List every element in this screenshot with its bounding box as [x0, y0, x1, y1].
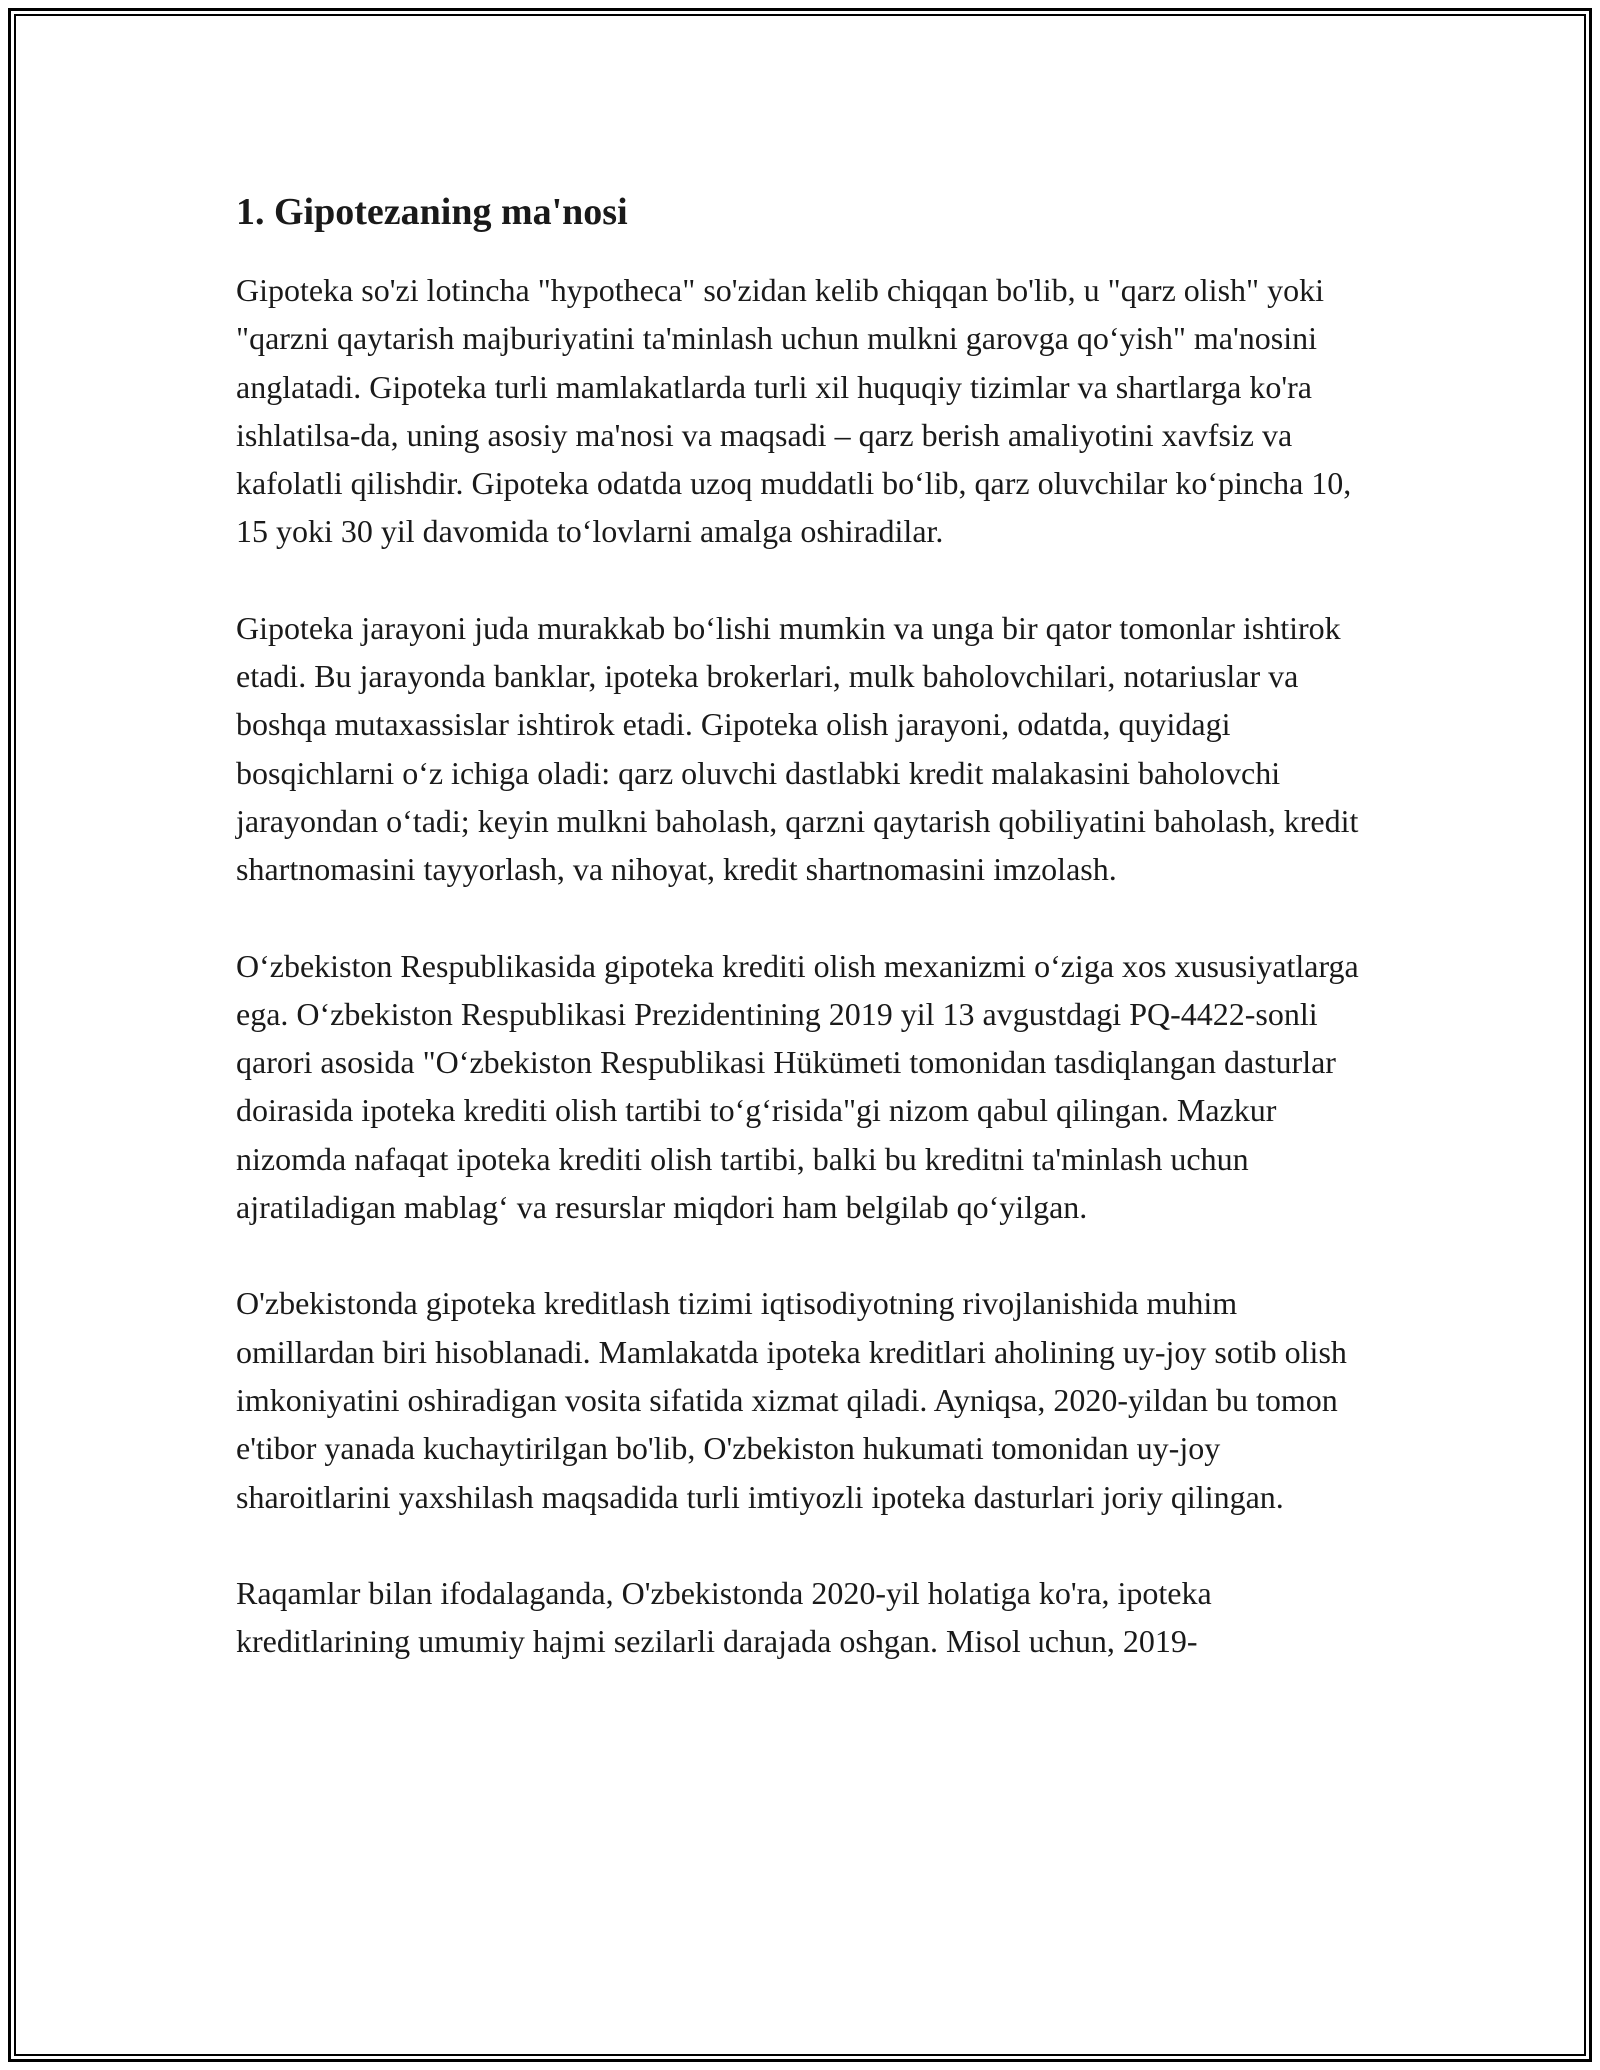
- paragraph-1: Gipoteka so'zi lotincha "hypotheca" so'zidan kelib chiqqan bo'lib, u "qarz olish" yoki "qarzni qaytarish majburiyatini ta'minlash uchun mulkni garovga qo‘yish" ma'nosini anglatadi. Gipoteka turli mamlakatlarda turli xil huquqiy tizimlar va shartlarga ko'ra ishlatilsa-da, uning asosiy ma'nosi va maqsadi – qarz berish amaliyotini xavfsiz va kafolatli qilishdir. Gipoteka odatda uzoq muddatli bo‘lib, qarz oluvchilar ko‘pincha 10, 15 yoki 30 yil davomida to‘lovlarni amalga oshiradilar.: [236, 272, 1352, 550]
- document-body: [236, 186, 1366, 1665]
- paragraph-4: O'zbekistonda gipoteka kreditlash tizimi iqtisodiyotning rivojlanishida muhim omillardan biri hisoblanadi. Mamlakatda ipoteka kreditlari aholining uy-joy sotib olish imkoniyatini oshiradigan vosita sifatida xizmat qiladi. Ayniqsa, 2020-yildan bu tomon e'tibor yanada kuchaytirilgan bo'lib, O'zbekiston hukumati tomonidan uy-joy sharoitlarini yaxshilash maqsadida turli imtiyozli ipoteka dasturlari joriy qilingan.: [236, 1285, 1347, 1515]
- paragraph-5: Raqamlar bilan ifodalaganda, O'zbekistonda 2020-yil holatiga ko'ra, ipoteka kreditlarining umumiy hajmi sezilarli darajada oshgan. Misol uchun, 2019-: [236, 1574, 1212, 1660]
- section-heading: 1. Gipotezaning ma'nosi: [236, 191, 628, 233]
- paragraph-3: O‘zbekiston Respublikasida gipoteka krediti olish mexanizmi o‘ziga xos xususiyatlarga ega. O‘zbekiston Respublikasi Prezidentining 2019 yil 13 avgustdagi PQ-4422-sonli qarori asosida "O‘zbekiston Respublikasi Hükümeti tomonidan tasdiqlangan dasturlar doirasida ipoteka krediti olish tartibi to‘g‘risida"gi nizom qabul qilingan. Mazkur nizomda nafaqat ipoteka krediti olish tartibi, balki bu kreditni ta'minlash uchun ajratiladigan mablag‘ va resurslar miqdori ham belgilab qo‘yilgan.: [236, 947, 1359, 1226]
- paragraph-2: Gipoteka jarayoni juda murakkab bo‘lishi mumkin va unga bir qator tomonlar ishtirok etadi. Bu jarayonda banklar, ipoteka brokerlari, mulk baholovchilari, notariuslar va boshqa mutaxassislar ishtirok etadi. Gipoteka olish jarayoni, odatda, quyidagi bosqichlarni o‘z ichiga oladi: qarz oluvchi dastlabki kredit malakasini baholovchi jarayondan o‘tadi; keyin mulkni baholash, qarzni qaytarish qobiliyatini baholash, kredit shartnomasini tayyorlash, va nihoyat, kredit shartnomasini imzolash.: [236, 609, 1359, 888]
